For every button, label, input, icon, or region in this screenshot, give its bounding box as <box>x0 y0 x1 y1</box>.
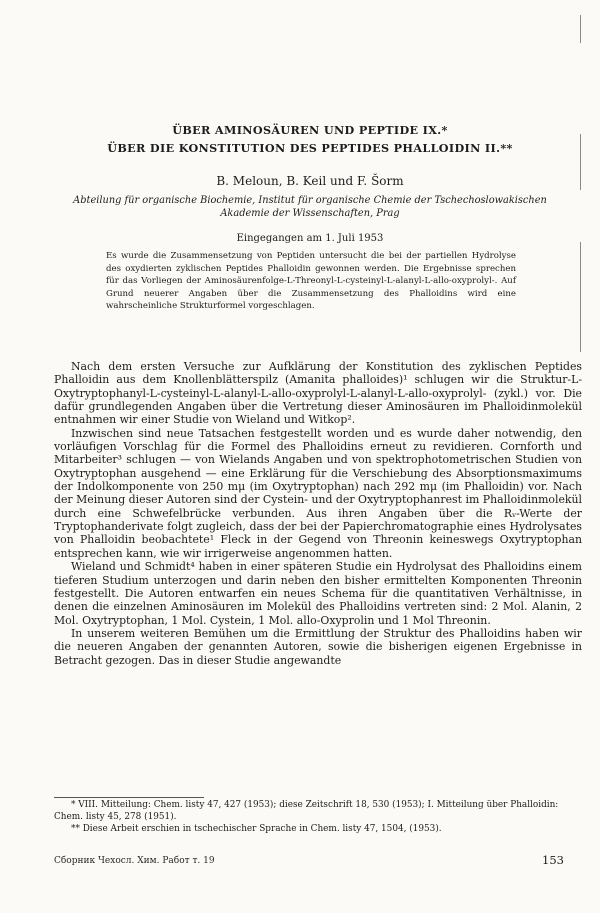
margin-line-top <box>580 15 581 43</box>
authors: B. Meloun, B. Keil und F. Šorm <box>216 174 404 188</box>
footnotes <box>54 799 582 835</box>
journal-footer: Сборник Чехосл. Хим. Работ т. 19 <box>54 856 215 866</box>
article-title-line-2: ÜBER DIE KONSTITUTION DES PEPTIDES PHALLOIDIN II.** <box>107 141 513 155</box>
page-number: 153 <box>542 853 564 867</box>
margin-line-middle <box>580 134 581 190</box>
body-paragraph-1: Nach dem ersten Versuche zur Aufklärung der Konstitution des zyklischen Peptides Phalloidin aus dem Knollenblätterspilz (Amanita phalloides)¹ schlugen wir die Struktur-L-Oxytryptophanyl-L-cysteinyl-L-alanyl-L-allo-oxyprolyl-L-alanyl-L-allo-oxyprolyl- (zykl.) vor. Die dafür grundlegenden Angaben über die Vertretung dieser Aminosäuren im Phalloidinmolekül entnahmen wir einer Studie von Wieland und Witkop². <box>54 360 582 427</box>
received-date: Eingegangen am 1. Juli 1953 <box>236 233 384 244</box>
article-title-line-1: ÜBER AMINOSÄUREN UND PEPTIDE IX.* <box>172 123 448 137</box>
body-paragraph-2: Inzwischen sind neue Tatsachen festgestellt worden und es wurde daher notwendig, den vorläufigen Vorschlag für die Formel des Phalloidins erneut zu revidieren. Cornforth und Mitarbeiter³ schlugen — von Wielands Angaben und von spektrophotometrischen Studien von Oxytryptophan ausgehend — eine Erklärung für die Verschiebung des Absorptionsmaximums der Indolkomponente von 250 mμ (im Oxytryptophan) nach 292 mμ (im Phalloidin) vor. Nach der Meinung dieser Autoren sind der Cystein- und der Oxytryptophanrest im Phalloidinmolekül durch eine Schwefelbrücke verbunden. Aus ihren Angaben über die Rᵥ-Werte der Tryptophanderivate folgt zugleich, dass der bei der Papierchromatographie eines Hydrolysates von Phalloidin beobachtete¹ Fleck in der Gegend von Threonin keineswegs Oxytryptophan entsprechen kann, wie wir irrigerweise angenommen hatten. <box>54 426 582 560</box>
affiliation: Abteilung für organische Biochemie, Institut für organische Chemie der Tschechoslowakischen Akademie der Wissenschaften, Prag <box>73 195 547 219</box>
body-paragraph-3: Wieland und Schmidt⁴ haben in einer späteren Studie ein Hydrolysat des Phalloidins einem tieferen Studium unterzogen und darin neben den bisher ermittelten Komponenten Threonin festgestellt. Die Autoren entwarfen ein neues Schema für die quantitativen Verhältnisse, in denen die einzelnen Aminosäuren im Molekül des Phalloidins vertreten sind: 2 Mol. Alanin, 2 Mol. Oxytryptophan, 1 Mol. Cystein, 1 Mol. allo-Oxyprolin und 1 Mol Threonin. <box>54 560 582 627</box>
footnote-2: ** Diese Arbeit erschien in tschechischer Sprache in Chem. listy 47, 1504, (1953). <box>71 824 442 834</box>
body-paragraph-4: In unserem weiteren Bemühen um die Ermittlung der Struktur des Phalloidins haben wir die neueren Angaben der genannten Autoren, sowie die bisherigen eigenen Ergebnisse in Betracht gezogen. Das in dieser Studie angewandte <box>54 626 582 667</box>
article-body <box>54 360 582 667</box>
margin-line-lower <box>580 242 581 352</box>
footnote-divider <box>54 797 204 798</box>
abstract: Es wurde die Zusammensetzung von Peptiden untersucht die bei der partiellen Hydrolyse des oxydierten zyklischen Peptides Phalloidin gewonnen werden. Die Ergebnisse sprechen für das Vorliegen der Aminosäurenfolge-L-Threonyl-L-cysteinyl-L-alanyl-L-allo-oxyprolyl-. Auf Grund neuerer Angaben über die Zusammensetzung des Phalloidins wird eine wahrscheinliche Strukturformel vorgeschlagen. <box>106 251 516 312</box>
footnote-1: * VIII. Mitteilung: Chem. listy 47, 427 (1953); diese Zeitschrift 18, 530 (1953); I. Mitteilung über Phalloidin: Chem. listy 45, 278 (1951). <box>54 800 559 822</box>
